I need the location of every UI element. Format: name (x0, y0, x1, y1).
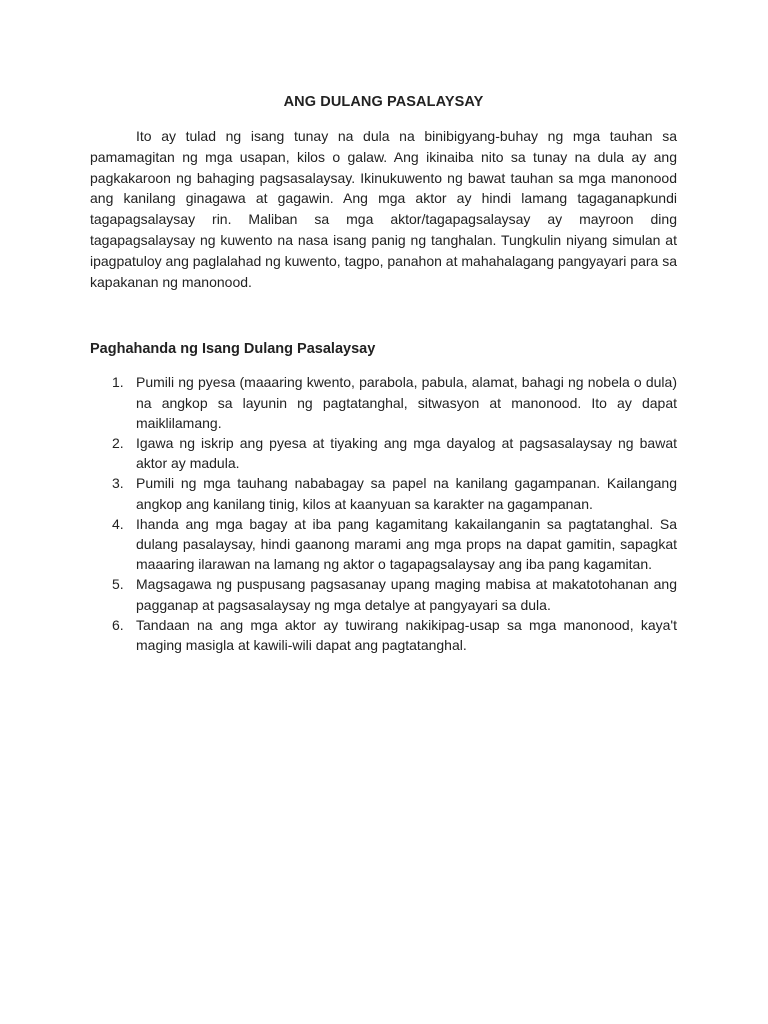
list-item (90, 433, 677, 473)
list-item-number: 6. (112, 616, 124, 633)
section-heading: Paghahanda ng Isang Dulang Pasalaysay (90, 341, 376, 358)
list-item-text: Igawa ng iskrip ang pyesa at tiyaking ang mga dayalog at pagsasalaysay ng bawat aktor ay madula. (136, 434, 677, 472)
list-item-text: Pumili ng pyesa (maaaring kwento, parabola, pabula, alamat, bahagi ng nobela o dula) na angkop sa layunin ng pagtatanghal, sitwasyon at manonood. Ito ay dapat maiklilamang. (136, 374, 677, 431)
list-item-text: Pumili ng mga tauhang nababagay sa papel na kanilang gagampanan. Kailangang angkop ang kanilang tinig, kilos at kaanyuan sa karakter na gagampanan. (136, 475, 677, 512)
list-item (90, 574, 677, 614)
list-item (90, 372, 677, 433)
list-item (90, 615, 677, 655)
document-title: ANG DULANG PASALAYSAY (283, 94, 484, 110)
list-item-text: Magsagawa ng puspusang pagsasanay upang maging mabisa at makatotohanan ang pagganap at pagsasalaysay ng mga detalye at pangyayari sa dula. (136, 576, 677, 613)
list-item-number: 5. (112, 576, 124, 593)
list-item (90, 473, 677, 513)
list-item-number: 3. (112, 475, 124, 492)
list-item-text: Tandaan na ang mga aktor ay tuwirang nakikipag-usap sa mga manonood, kaya't maging masigla at kawili-wili dapat ang pagtatanghal. (136, 616, 677, 654)
intro-paragraph: Ito ay tulad ng isang tunay na dula na binibigyang-buhay ng mga tauhan sa pamamagitan ng mga usapan, kilos o galaw. Ang ikinaiba nito sa tunay na dula ay ang pagkakaroon ng bahaging pagsasalaysay. Ikinukuwento ng bawat tauhan sa mga manonood ang kanilang ginagawa at gagawin. Ang mga aktor ay hindi lamang tagaganapkundi tagapagsalaysay rin. Maliban sa mga aktor/tagapagsalaysay ay mayroon ding tagapagsalaysay ng kuwento na nasa isang panig ng tanghalan. Tungkulin niyang simulan at ipagpatuloy ang paglalahad ng kuwento, tagpo, panahon at mahahalagang pangyayari para sa kapakanan ng manonood. (90, 128, 677, 290)
list-item-text: Ihanda ang mga bagay at iba pang kagamitang kakailanganin sa pagtatanghal. Sa dulang pasalaysay, hindi gaanong marami ang mga props na dapat gamitin, sapagkat maaaring ilarawan na lamang ng aktor o tagapagsalaysay ang iba pang kagamitan. (136, 515, 677, 573)
list-item-number: 4. (112, 515, 124, 532)
steps-list (90, 372, 677, 655)
list-item-number: 2. (112, 434, 124, 451)
list-item-number: 1. (112, 374, 124, 391)
list-item (90, 514, 677, 575)
document-page (90, 94, 677, 655)
